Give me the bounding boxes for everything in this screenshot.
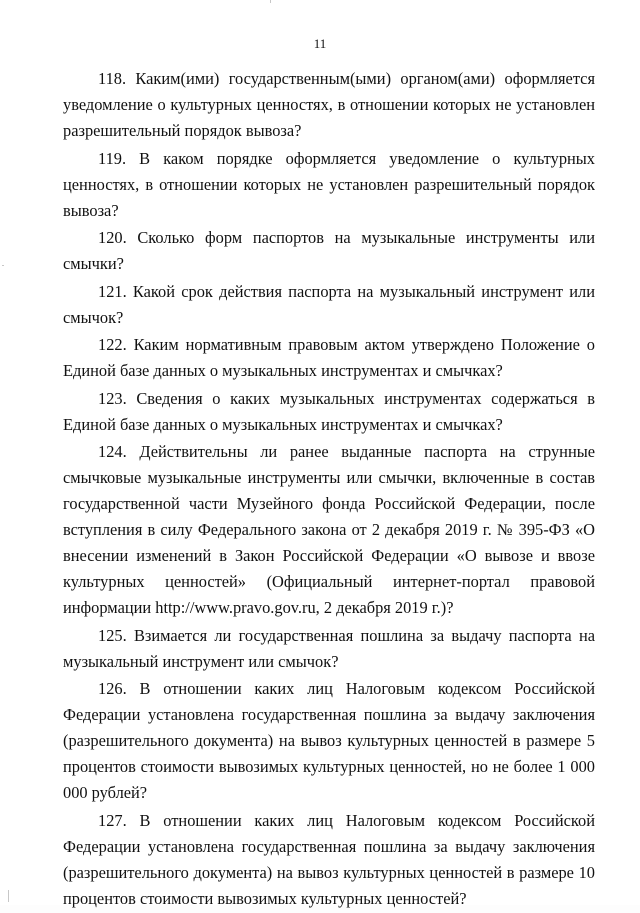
question-122: 122. Каким нормативным правовым актом утверждено Положение о Единой базе данных о музыкальных инструментах и смычках? xyxy=(63,335,595,380)
question-123: 123. Сведения о каких музыкальных инструментах содержаться в Единой базе данных о музыкальных инструментах и смычках? xyxy=(63,388,595,434)
scan-artifact xyxy=(8,890,9,902)
page-number: 11 xyxy=(313,36,327,51)
question-list xyxy=(63,66,595,913)
question-118: 118. Каким(ими) государственным(ыми) органом(ами) оформляется уведомление о культурных ценностях, в отношении которых не установлен разрешительный порядок вывоза? xyxy=(63,69,595,140)
question-119: 119. В каком порядке оформляется уведомление о культурных ценностях, в отношении которых не установлен разрешительный порядок вывоза? xyxy=(63,148,595,220)
question-126: 126. В отношении каких лиц Налоговым кодексом Российской Федерации установлена государственная пошлина за выдачу заключения (разрешительного документа) на вывоз культурных ценностей в размере 5 процентов стоимости вывозимых культурных ценностей, но не более 1 000 000 рублей? xyxy=(63,679,595,802)
scan-artifact xyxy=(2,265,4,266)
question-124: 124. Действительны ли ранее выданные паспорта на струнные смычковые музыкальные инструменты или смычки, включенные в состав государственной части Музейного фонда Российской Федерации, после вступления в силу Федерального закона от 2 декабря 2019 г. № 395-ФЗ «О внесении изменений в Закон Российской Федерации «О вывозе и ввозе культурных ценностей» (Официальный интернет-портал правовой информации http://www.pravo.gov.ru, 2 декабря 2019 г.)? xyxy=(63,442,595,617)
question-127: 127. В отношении каких лиц Налоговым кодексом Российской Федерации установлена государственная пошлина за выдачу заключения (разрешительного документа) на вывоз культурных ценностей в размере 10 процентов стоимости вывозимых культурных ценностей? xyxy=(63,810,595,908)
question-125: 125. Взимается ли государственная пошлина за выдачу паспорта на музыкальный инструмент или смычок? xyxy=(63,625,595,671)
question-120: 120. Сколько форм паспортов на музыкальные инструменты или смычки? xyxy=(63,228,595,273)
scan-artifact xyxy=(270,0,271,3)
question-121: 121. Какой срок действия паспорта на музыкальный инструмент или смычок? xyxy=(63,281,595,327)
